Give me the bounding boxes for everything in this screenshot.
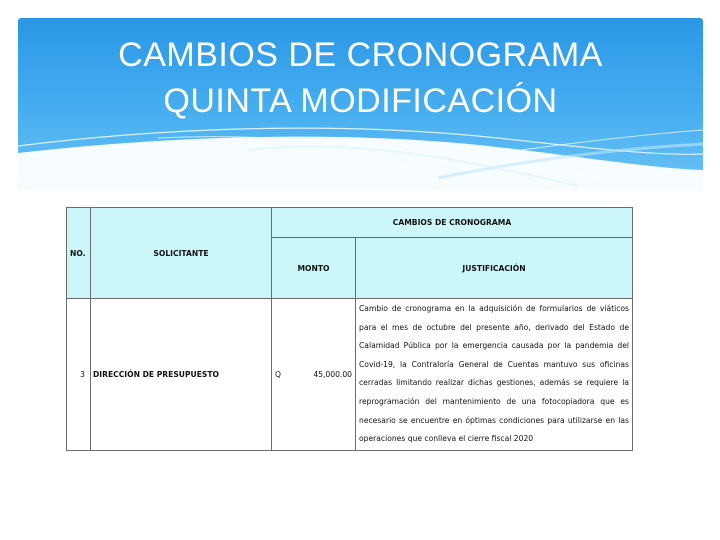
header-justificacion: JUSTIFICACIÓN [356, 238, 633, 299]
table-header-row [67, 208, 633, 238]
page-title [18, 32, 703, 124]
header-cambios: CAMBIOS DE CRONOGRAMA [272, 208, 633, 238]
row-justificacion: Cambio de cronograma en la adquisición de formularios de viáticos para el mes de octubre del presente año, derivado del Estado de Calamidad Pública por la emergencia causada por la pandemia del Covid-19, la Contraloría General de Cuentas mantuvo sus oficinas cerradas limitando realizar dichas gestiones, además se requiere la reprogramación del mantenimiento de una fotocopiadora que es necesario se encuentre en óptimas condiciones para utilizarse en las operaciones que conlleva el cierre fiscal 2020 [356, 299, 633, 451]
row-no: 3 [67, 299, 91, 451]
header-solicitante: SOLICITANTE [91, 208, 272, 299]
row-monto [272, 299, 356, 451]
header-monto: MONTO [272, 238, 356, 299]
table-row [67, 299, 633, 451]
schedule-change-table [66, 207, 633, 451]
currency-symbol: Q [275, 369, 281, 379]
header-no: NO. [67, 208, 91, 299]
row-solicitante: DIRECCIÓN DE PRESUPUESTO [91, 299, 272, 451]
amount-value: 45,000.00 [313, 369, 352, 379]
title-line-1: CAMBIOS DE CRONOGRAMA [118, 36, 603, 74]
title-line-2: QUINTA MODIFICACIÓN [163, 82, 558, 120]
slide-title-banner [18, 18, 703, 190]
